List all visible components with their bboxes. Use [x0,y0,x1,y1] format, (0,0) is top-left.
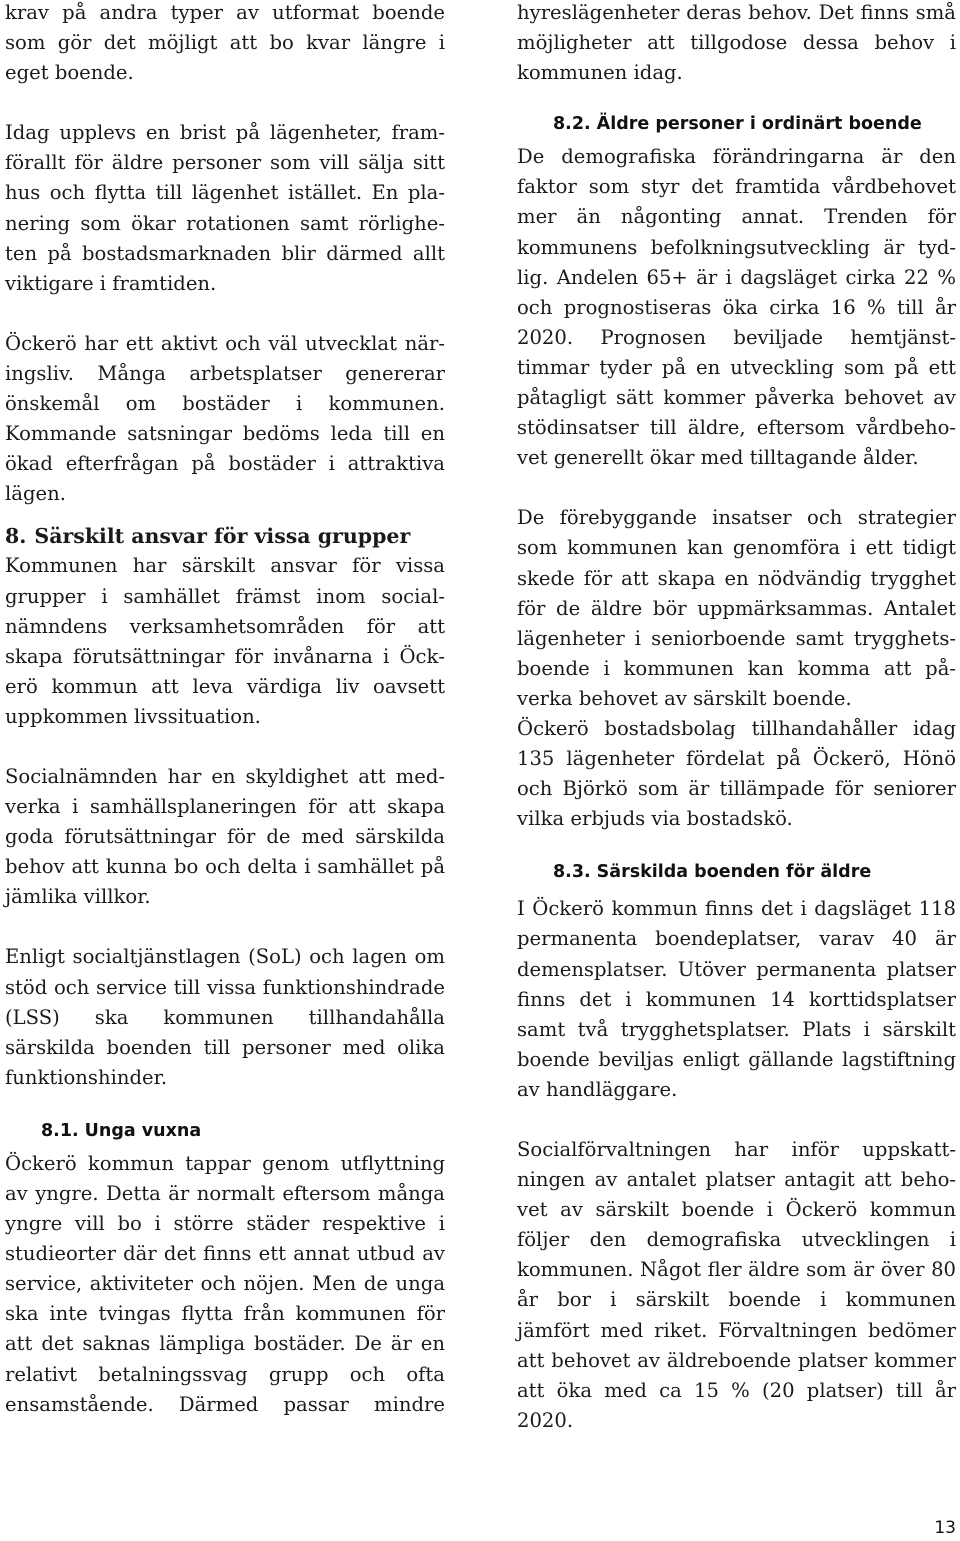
paragraph-sarskilda-boenden: I Öckerö kommun finns det i dagsläget 118 permanenta boendeplatser, varav 40 är demensplatser. Utöver permanenta platser finns det i kommunen 14 korttidsplatser samt två trygghetsplatser. Plats i särskilt boende beviljas enligt gällande lagstiftning av handläggare. [517,897,956,1101]
section-number: 8.3. [553,862,591,883]
paragraph-hyreslagenheter: hyreslägenheter deras behov. Det finns små möjligheter att tillgodose dessa behov i kommunen idag. [517,1,956,85]
section-title: Särskilda boenden för äldre [596,862,872,883]
paragraph-brist-lagenheter: Idag upplevs en brist på lägenheter, framförallt för äldre personer som vill sälja sitt hus och flytta till lägenhet istället. En planering som ökar rotationen samt rörligheten på bostadsmarknaden blir därmed allt viktigare i framtiden. [5,121,445,295]
section-title: Äldre personer i ordinärt boende [596,114,922,135]
paragraph-sol-lss: Enligt socialtjänstlagen (SoL) och lagen om stöd och service till vissa funktionshindrade (LSS) ska kommunen tillhandahålla särskilda boenden till personer med olika funktionshinder. [5,945,445,1089]
right-column [517,0,956,1436]
section-8-2-heading [517,110,956,138]
paragraph-bostadsbolag: Öckerö bostadsbolag tillhandahåller idag 135 lägenheter fördelat på Öckerö, Hönö och Björkö som är tillämpade för seniorer vilka erbjuds via bostadskö. [517,716,956,831]
paragraph-socialnamnden: Socialnämnden har en skyldighet att medverka i samhällsplaneringen för att skapa goda förutsättningar för de med särskilda behov att kunna bo och delta i samhället på jämlika villkor. [5,764,445,909]
section-number: 8.1. [41,1120,79,1141]
paragraph-boende-krav: krav på andra typer av utformat boende som gör det möjligt att bo kvar längre i eget boende. [5,1,445,85]
paragraph-demografiska: De demografiska förändringarna är den faktor som styr det framtida vårdbehovet mer än någonting annat. Trenden för kommunens befolkningsutveckling är tydlig. Andelen 65+ är i dagsläget cirka 22 % och prognostiseras öka cirka 16 % till år 2020. Prognosen beviljade hemtjänsttimmar tyder på en utveckling som på ett påtagligt sätt kommer påverka behovet av stödinsatser till äldre, eftersom vårdbehovet generellt ökar med tilltagande ålder. [517,145,956,470]
left-column [5,0,445,1420]
section-8-3-heading [517,858,956,886]
section-number: 8.2. [553,114,591,135]
section-title: Unga vuxna [84,1120,202,1141]
section-8-1-heading [5,1117,445,1145]
section-8-heading [5,521,445,551]
paragraph-sarskilt-ansvar: Kommunen har särskilt ansvar för vissa grupper i samhället främst inom socialnämndens verksamhetsområden för att skapa förutsättningar för invånarna i Öckerö kommun att leva värdiga liv oavsett uppkommen livssituation. [5,554,445,728]
paragraph-unga-vuxna: Öckerö kommun tappar genom utflyttning av yngre. Detta är normalt eftersom många yngre vill bo i större städer respektive i studieorter där det finns ett annat utbud av service, aktiviteter och nöjen. Men de unga ska inte tvingas flytta från kommunen för att det saknas lämpliga bostäder. De är en relativt betalningssvag grupp och ofta ensamstående. Därmed passar mindre [5,1151,445,1416]
paragraph-forebyggande: De förebyggande insatser och strategier som kommunen kan genomföra i ett tidigt skede för att skapa en nödvändig trygghet för de äldre bör uppmärksammas. Antalet lägenheter i seniorboende samt trygghetsboende i kommunen kan komma att påverka behovet av särskilt boende. [517,506,956,710]
page-number: 13 [934,1518,956,1538]
paragraph-socialforvaltningen: Socialförvaltningen har inför uppskattningen av antalet platser antagit att behovet av särskilt boende i Öckerö kommun följer den demografiska utvecklingen i kommunen. Något fler äldre som är över 80 år bor i särskilt boende i kommunen jämfört med riket. Förvaltningen bedömer att behovet av äldreboende platser kommer att öka med ca 15 % (20 platser) till år 2020. [517,1138,956,1432]
paragraph-naringsliv: Öckerö har ett aktivt och väl utvecklat näringsliv. Många arbetsplatser genererar önskemål om bostäder i kommunen. Kommande satsningar bedöms leda till en ökad efterfrågan på bostäder i attraktiva lägen. [5,331,445,506]
section-number: 8. [5,524,27,549]
section-title: Särskilt ansvar för vissa grupper [34,524,411,549]
